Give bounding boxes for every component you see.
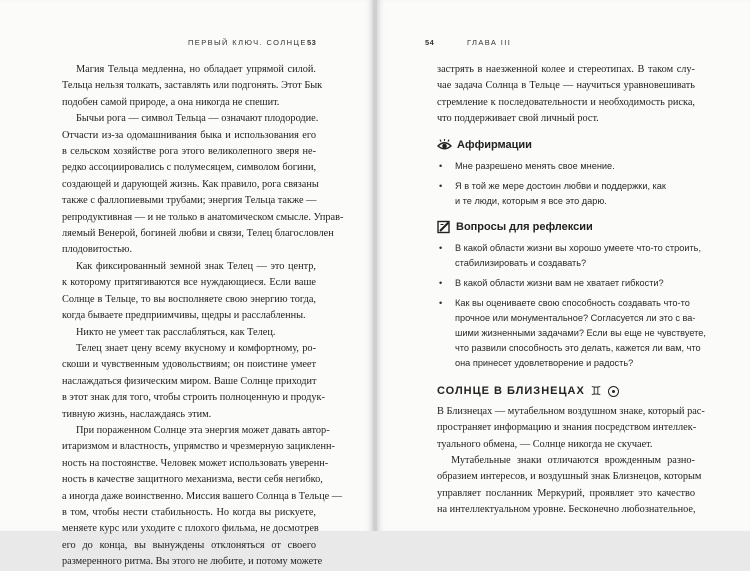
left-page <box>0 0 373 568</box>
text-line: плодовитостью. <box>62 244 133 256</box>
text-line: Отчасти из-за одомашнивания быка и использования его <box>62 129 316 141</box>
text-line: туального обмена, — Солнце никогда не скучает. <box>437 438 653 450</box>
page-number-right: 54 <box>425 38 435 47</box>
text-line: и те люди, которым я все это дарю. <box>455 196 607 207</box>
reflection-title: Вопросы для рефлексии <box>456 221 593 234</box>
section-heading <box>437 383 695 399</box>
list-item <box>437 296 706 371</box>
bullet-dot: • <box>439 181 443 192</box>
text-line: В Близнецах — мутабельном воздушном знаке, который рас- <box>437 405 705 417</box>
text-line: В какой области жизни вам не хватает гибкости? <box>455 278 664 289</box>
paragraph <box>62 341 325 423</box>
list-item <box>437 241 701 271</box>
reflection-list <box>437 241 706 371</box>
paragraph <box>62 111 344 259</box>
text-line: Бычьи рога — символ Тельца — означают плодородие. <box>76 113 319 125</box>
text-line: Мутабельные знаки отличаются врожденным разно- <box>451 455 695 467</box>
paragraph <box>437 453 702 519</box>
text-line: она принесет удовлетворение и радость? <box>455 358 634 369</box>
list-item <box>437 276 695 291</box>
text-line: Я в той же мере достоин любви и поддержки, как <box>455 181 666 192</box>
bullet-dot: • <box>439 278 443 289</box>
text-line: Никто не умеет так расслабляться, как Телец. <box>76 326 276 338</box>
text-line: создающей и дарующей жизнь. Как правило, рога связаны <box>62 178 319 190</box>
text-line: шими жизненными задачами? Если вы еще не чувствуете, <box>455 328 706 339</box>
text-line: В какой области жизни вы хорошо умеете что-то строить, <box>455 243 701 254</box>
left-body-text <box>62 62 344 571</box>
text-line: также с фаллопиевыми трубами; энергия Тельца также — <box>62 195 317 207</box>
bullet-dot: • <box>439 243 443 254</box>
text-line: наслаждаться физическим миром. Ваше Солнце приходит <box>62 375 317 387</box>
text-line: Мне разрешено менять свое мнение. <box>455 161 615 172</box>
affirmations-heading <box>437 137 695 153</box>
text-line: управляет посланник Меркурий, проявляет это качество <box>437 487 695 499</box>
intro-paragraph <box>437 62 695 128</box>
section-title: СОЛНЦЕ В БЛИЗНЕЦАХ <box>437 385 585 398</box>
affirmations-title: Аффирмации <box>457 138 532 151</box>
text-line: Как вы оцениваете свою способность создавать что-то <box>455 298 690 309</box>
text-line: в том, чтобы нести стабильность. Но когда вы рискуете, <box>62 506 316 518</box>
text-line: Тельца нельзя толкать, заставлять или подгонять. Этот Бык <box>62 80 323 92</box>
section-body <box>437 404 705 519</box>
text-line: образием интересов, и воздушный знак Близнецов, которым <box>437 471 702 483</box>
text-line: Магия Тельца медленна, но обладает упрямой силой. <box>76 64 316 75</box>
text-line: размеренного ритма. Вы этого не любите, и потому можете <box>62 556 323 568</box>
paragraph <box>437 404 705 453</box>
text-line: ность на постоянстве. Человек может использовать уверенн- <box>62 457 329 469</box>
paragraph <box>62 259 316 325</box>
text-line: тивную жизнь, наслаждаясь этим. <box>62 408 212 420</box>
text-line: пространяет информацию и знания посредством интеллек- <box>437 422 697 434</box>
text-line: его до конца, вы вынуждены отклоняться от своего <box>62 539 316 551</box>
pencil-note-icon <box>437 220 451 234</box>
text-line: итаризмом и властность, упрямство и чрезмерную зацикленн- <box>62 441 335 453</box>
text-line: Телец знает цену всему вкусному и комфортному, ро- <box>76 342 316 354</box>
text-line: стремление к последовательности и необходимость риска, <box>437 96 695 108</box>
text-line: ляемый Венерой, богиней любви и связи, Телец благословлен <box>62 228 334 240</box>
text-line: в сельском хозяйстве рога этого великолепного зверя не- <box>62 146 316 158</box>
text-line: прочное или монументальное? Согласуется ли это с ва- <box>455 313 696 324</box>
text-line: ность в качестве защитного механизма, вести себя негибко, <box>62 474 323 486</box>
affirmations-list <box>437 159 695 209</box>
running-title-left: ПЕРВЫЙ КЛЮЧ. СОЛНЦЕ <box>188 38 307 47</box>
paragraph <box>62 423 343 571</box>
text-line: Солнце в Тельце, то вы восполняете свою энергию тогда, <box>62 293 316 305</box>
page-number-left: 53 <box>307 38 317 47</box>
text-line: застрять в наезженной колее и стереотипах. В таком слу- <box>437 64 695 75</box>
text-line: когда бываете предприимчивы, щедры и расслабленны. <box>62 310 306 322</box>
text-line: редко ассоциировались с полумесяцем, символом богини, <box>62 162 317 174</box>
text-line: а иногда даже воинственно. Миссия вашего Солнца в Тельце — <box>62 490 343 502</box>
reflection-heading <box>437 219 695 235</box>
bullet-dot: • <box>439 161 443 172</box>
text-line: стабилизировать и создавать? <box>455 258 587 269</box>
right-page <box>377 0 750 531</box>
text-line: что развили способность это делать, кажется ли вам, что <box>455 343 701 354</box>
text-line: на интеллектуальном уровне. Бесконечно любознательное, <box>437 504 696 516</box>
running-title-right: ГЛАВА III <box>467 38 512 47</box>
text-line: подобен самой природе, а она никогда не спешит. <box>62 96 280 108</box>
text-line: что поддерживает свой личный рост. <box>437 113 599 125</box>
text-line: к которому притягиваются все нуждающиеся. Если ваше <box>62 277 316 289</box>
paragraph <box>62 325 316 341</box>
eye-icon <box>437 139 452 151</box>
right-body-text <box>437 62 706 519</box>
text-line: репродуктивная — и не только в анатомическом смысле. Управ- <box>62 211 344 223</box>
text-line: чае задача Солнца в Тельце — научиться уравновешивать <box>437 80 695 92</box>
bullet-dot: • <box>439 298 443 309</box>
paragraph <box>437 62 695 128</box>
text-line: При пораженном Солнце эта энергия может давать автор- <box>76 424 330 436</box>
sun-symbol-icon <box>608 386 619 397</box>
list-item <box>437 179 695 209</box>
text-line: в этот знак для того, чтобы строить полноценную и продук- <box>62 392 325 404</box>
list-item <box>437 159 695 174</box>
text-line: меняете курс или уходите с плохого фильма, не досмотрев <box>62 523 319 535</box>
text-line: скоши и чувственным удовольствиям; он поистине умеет <box>62 359 316 371</box>
text-line: Как фиксированный земной знак Телец — это центр, <box>76 260 316 272</box>
gemini-glyph: ♊ <box>590 384 602 399</box>
paragraph <box>62 62 323 111</box>
